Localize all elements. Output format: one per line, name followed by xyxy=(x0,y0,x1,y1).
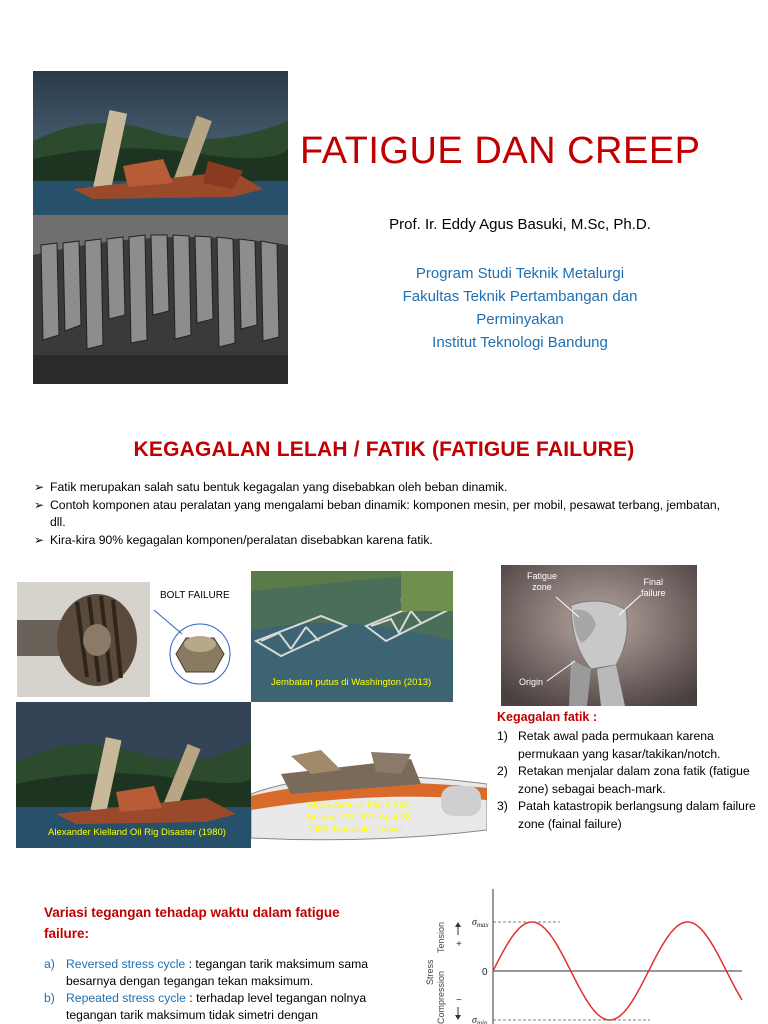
arrow-bullet-icon: ➢ xyxy=(34,480,45,494)
bolt-failure-label: BOLT FAILURE xyxy=(160,590,230,601)
list-item: a) Reversed stress cycle : tegangan tarik maksimum sama besarnya dengan tegangan tekan maksimum. xyxy=(44,957,369,988)
y-axis-label-compression: Compression xyxy=(436,970,446,1024)
gear-failure-photo xyxy=(17,582,150,697)
list-item: 1) Retak awal pada permukaan karena permukaan yang kasar/takikan/notch. xyxy=(497,729,721,761)
bridge-caption: Jembatan putus di Washington (2013) xyxy=(271,677,432,688)
list-item: ➢ Kira-kira 90% kegagalan komponen/peralatan disebabkan karena fatik. xyxy=(34,532,734,550)
origin-label: Origin xyxy=(519,677,544,687)
affiliation xyxy=(300,262,740,354)
arrow-bullet-icon: ➢ xyxy=(34,532,45,547)
plus-sign: + xyxy=(456,939,462,950)
y-axis-label-stress: Stress xyxy=(425,959,435,985)
oil-rig-caption: Alexander Kielland Oil Rig Disaster (1980) xyxy=(48,827,226,838)
list-item: b) Repeated stress cycle : terhadap level tegangan nolnya tegangan tarik maksimum tidak simetri dengan xyxy=(44,991,367,1022)
aloha-airlines-photo xyxy=(251,704,487,848)
fatigue-zone-label: Fatigue zone xyxy=(527,571,558,592)
fatigue-steps-list xyxy=(497,728,767,833)
stress-variation-title: Variasi tegangan tehadap waktu dalam fatigue failure: xyxy=(44,905,340,941)
list-item: 3) Patah katastropik berlangsung dalam failure zone (fainal failure) xyxy=(497,799,756,831)
stress-cycle-chart xyxy=(420,885,750,1024)
fatigue-failure-heading: Kegagalan fatik : xyxy=(497,710,598,724)
bullet-list xyxy=(34,479,734,549)
presentation-title: FATIGUE DAN CREEP xyxy=(300,130,701,172)
aloha-caption: Aloha Airlines Flight 243, Boeing 737-200, April 28 1988, Honolulu, Hawaii xyxy=(307,800,412,835)
minus-sign: − xyxy=(456,995,462,1006)
fracture-surface-photo xyxy=(501,565,697,706)
turbine-blades-photo xyxy=(33,215,288,384)
arrow-bullet-icon: ➢ xyxy=(34,497,45,512)
section-title: KEGAGALAN LELAH / FATIK (FATIGUE FAILURE) xyxy=(133,438,635,461)
list-item: 2) Retakan menjalar dalam zona fatik (fatigue zone) sebagai beach-mark. xyxy=(497,764,750,796)
bolt-failure-image xyxy=(150,582,250,697)
tick-label-max: $\sigma_{max}$ xyxy=(472,917,489,929)
list-item: ➢ Contoh komponen atau peralatan yang mengalami beban dinamik: komponen mesin, per mobil, pesawat terbang, jembatan, dll. xyxy=(34,497,721,529)
oil-rig-disaster-photo xyxy=(16,702,251,848)
stress-cycle-list xyxy=(44,956,404,1024)
final-failure-label: Final failure xyxy=(641,577,666,598)
tick-label-zero: 0 xyxy=(482,967,488,978)
oil-rig-photo xyxy=(33,71,288,215)
y-axis-label-tension: Tension xyxy=(436,921,446,953)
arrow-down-icon xyxy=(455,1007,461,1020)
list-item: ➢ Fatik merupakan salah satu bentuk kegagalan yang disebabkan oleh beban dinamik. xyxy=(34,479,734,497)
arrow-up-icon xyxy=(455,922,461,935)
tick-label-min: $\sigma_{min}$ xyxy=(472,1015,488,1024)
author-name: Prof. Ir. Eddy Agus Basuki, M.Sc, Ph.D. xyxy=(389,216,651,233)
bridge-collapse-photo xyxy=(251,571,453,702)
affiliation-line: Perminyakan xyxy=(476,311,564,328)
affiliation-line: Program Studi Teknik Metalurgi xyxy=(415,265,625,282)
affiliation-line: Fakultas Teknik Pertambangan dan xyxy=(402,288,638,305)
affiliation-line: Institut Teknologi Bandung xyxy=(432,334,608,351)
